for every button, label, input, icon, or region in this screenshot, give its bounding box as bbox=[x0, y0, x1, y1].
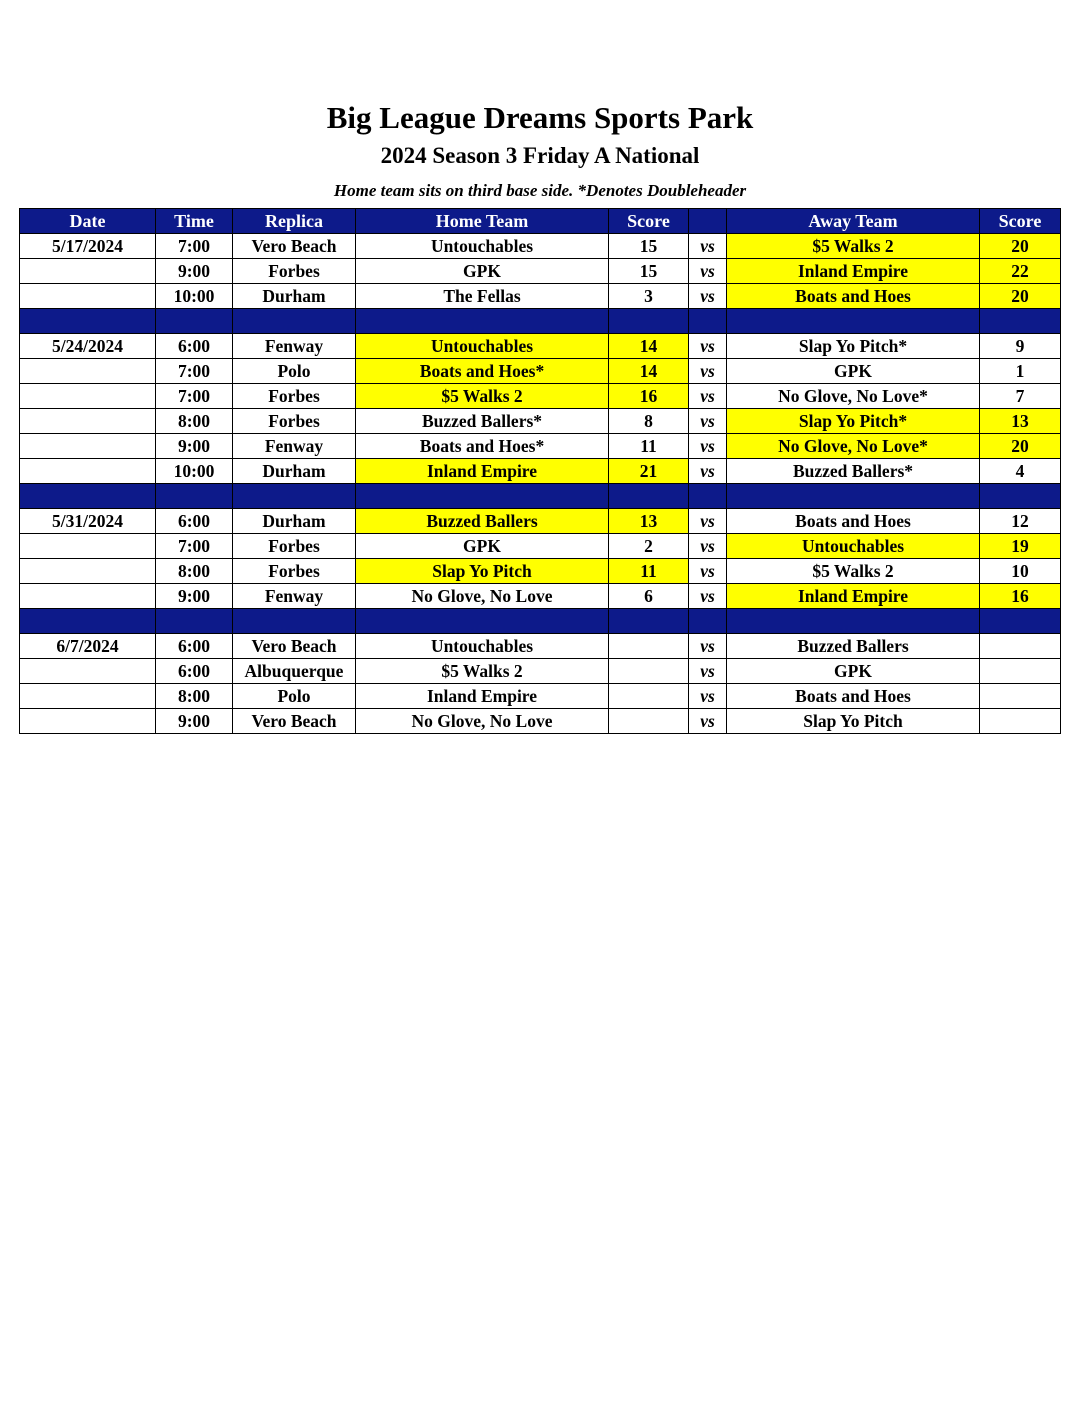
home-score bbox=[609, 659, 689, 684]
game-time: 7:00 bbox=[156, 234, 233, 259]
table-row bbox=[20, 559, 1061, 584]
away-score: 1 bbox=[980, 359, 1061, 384]
separator-cell bbox=[980, 309, 1061, 334]
vs-label: vs bbox=[689, 709, 727, 734]
table-row bbox=[20, 409, 1061, 434]
vs-label: vs bbox=[689, 584, 727, 609]
away-score bbox=[980, 659, 1061, 684]
separator-cell bbox=[156, 309, 233, 334]
game-time: 6:00 bbox=[156, 634, 233, 659]
away-team: $5 Walks 2 bbox=[727, 234, 980, 259]
away-score: 20 bbox=[980, 234, 1061, 259]
game-date bbox=[20, 559, 156, 584]
away-score: 9 bbox=[980, 334, 1061, 359]
game-date bbox=[20, 534, 156, 559]
game-field: Durham bbox=[233, 509, 356, 534]
away-team: Slap Yo Pitch* bbox=[727, 334, 980, 359]
schedule-note: Home team sits on third base side. *Denotes Doubleheader bbox=[333, 181, 747, 200]
home-team: $5 Walks 2 bbox=[356, 384, 609, 409]
game-field: Forbes bbox=[233, 559, 356, 584]
away-team: No Glove, No Love* bbox=[727, 434, 980, 459]
home-team: Boats and Hoes* bbox=[356, 359, 609, 384]
home-score: 21 bbox=[609, 459, 689, 484]
home-team: GPK bbox=[356, 534, 609, 559]
away-team: Slap Yo Pitch bbox=[727, 709, 980, 734]
game-time: 6:00 bbox=[156, 334, 233, 359]
vs-label: vs bbox=[689, 459, 727, 484]
away-team: No Glove, No Love* bbox=[727, 384, 980, 409]
separator-cell bbox=[980, 609, 1061, 634]
date-separator-row bbox=[20, 609, 1061, 634]
home-team: No Glove, No Love bbox=[356, 584, 609, 609]
table-row bbox=[20, 459, 1061, 484]
col-header-date: Date bbox=[20, 209, 156, 234]
game-time: 7:00 bbox=[156, 534, 233, 559]
vs-label: vs bbox=[689, 259, 727, 284]
separator-cell bbox=[356, 309, 609, 334]
separator-cell bbox=[609, 609, 689, 634]
table-row bbox=[20, 659, 1061, 684]
separator-cell bbox=[233, 309, 356, 334]
away-score: 12 bbox=[980, 509, 1061, 534]
game-date bbox=[20, 259, 156, 284]
separator-cell bbox=[156, 484, 233, 509]
game-field: Forbes bbox=[233, 409, 356, 434]
home-team: $5 Walks 2 bbox=[356, 659, 609, 684]
separator-cell bbox=[609, 309, 689, 334]
home-team: GPK bbox=[356, 259, 609, 284]
away-team: Boats and Hoes bbox=[727, 684, 980, 709]
game-time: 9:00 bbox=[156, 709, 233, 734]
home-score: 6 bbox=[609, 584, 689, 609]
game-time: 9:00 bbox=[156, 584, 233, 609]
home-score: 13 bbox=[609, 509, 689, 534]
vs-label: vs bbox=[689, 659, 727, 684]
game-date bbox=[20, 459, 156, 484]
away-team: Buzzed Ballers bbox=[727, 634, 980, 659]
home-score bbox=[609, 634, 689, 659]
game-date bbox=[20, 359, 156, 384]
vs-label: vs bbox=[689, 284, 727, 309]
game-date bbox=[20, 434, 156, 459]
home-score: 3 bbox=[609, 284, 689, 309]
table-row bbox=[20, 234, 1061, 259]
vs-label: vs bbox=[689, 409, 727, 434]
separator-cell bbox=[20, 609, 156, 634]
game-field: Forbes bbox=[233, 384, 356, 409]
vs-label: vs bbox=[689, 234, 727, 259]
away-score: 16 bbox=[980, 584, 1061, 609]
separator-cell bbox=[609, 484, 689, 509]
away-team: Slap Yo Pitch* bbox=[727, 409, 980, 434]
home-team: Buzzed Ballers* bbox=[356, 409, 609, 434]
home-score: 11 bbox=[609, 434, 689, 459]
away-team: Inland Empire bbox=[727, 259, 980, 284]
table-row bbox=[20, 709, 1061, 734]
game-date bbox=[20, 284, 156, 309]
vs-label: vs bbox=[689, 359, 727, 384]
home-team: Untouchables bbox=[356, 334, 609, 359]
home-team: Slap Yo Pitch bbox=[356, 559, 609, 584]
home-team: The Fellas bbox=[356, 284, 609, 309]
game-time: 6:00 bbox=[156, 659, 233, 684]
header-row bbox=[20, 209, 1061, 234]
vs-label: vs bbox=[689, 684, 727, 709]
col-header-vs bbox=[689, 209, 727, 234]
away-score: 10 bbox=[980, 559, 1061, 584]
away-score bbox=[980, 684, 1061, 709]
home-team: Inland Empire bbox=[356, 684, 609, 709]
home-score: 11 bbox=[609, 559, 689, 584]
table-row bbox=[20, 634, 1061, 659]
game-field: Fenway bbox=[233, 334, 356, 359]
away-team: Boats and Hoes bbox=[727, 509, 980, 534]
separator-cell bbox=[689, 484, 727, 509]
col-header-home-score: Score bbox=[609, 209, 689, 234]
away-team: Boats and Hoes bbox=[727, 284, 980, 309]
game-time: 9:00 bbox=[156, 259, 233, 284]
home-score: 16 bbox=[609, 384, 689, 409]
away-score: 7 bbox=[980, 384, 1061, 409]
separator-cell bbox=[233, 484, 356, 509]
game-field: Fenway bbox=[233, 584, 356, 609]
home-team: No Glove, No Love bbox=[356, 709, 609, 734]
separator-cell bbox=[20, 309, 156, 334]
game-field: Vero Beach bbox=[233, 234, 356, 259]
away-team: Inland Empire bbox=[727, 584, 980, 609]
home-score: 15 bbox=[609, 259, 689, 284]
game-date bbox=[20, 384, 156, 409]
home-team: Inland Empire bbox=[356, 459, 609, 484]
away-score: 20 bbox=[980, 284, 1061, 309]
away-team: Buzzed Ballers* bbox=[727, 459, 980, 484]
home-score: 14 bbox=[609, 359, 689, 384]
game-date bbox=[20, 659, 156, 684]
game-field: Forbes bbox=[233, 259, 356, 284]
table-row bbox=[20, 584, 1061, 609]
game-field: Vero Beach bbox=[233, 634, 356, 659]
col-header-away-team: Away Team bbox=[727, 209, 980, 234]
separator-cell bbox=[727, 484, 980, 509]
away-team: GPK bbox=[727, 359, 980, 384]
game-date: 5/17/2024 bbox=[20, 234, 156, 259]
separator-cell bbox=[20, 484, 156, 509]
home-team: Untouchables bbox=[356, 234, 609, 259]
game-time: 7:00 bbox=[156, 384, 233, 409]
vs-label: vs bbox=[689, 509, 727, 534]
game-date: 5/31/2024 bbox=[20, 509, 156, 534]
table-row bbox=[20, 284, 1061, 309]
away-score: 19 bbox=[980, 534, 1061, 559]
separator-cell bbox=[233, 609, 356, 634]
vs-label: vs bbox=[689, 534, 727, 559]
date-separator-row bbox=[20, 484, 1061, 509]
game-date bbox=[20, 584, 156, 609]
away-score bbox=[980, 634, 1061, 659]
game-date bbox=[20, 684, 156, 709]
game-time: 8:00 bbox=[156, 559, 233, 584]
table-row bbox=[20, 684, 1061, 709]
home-score: 14 bbox=[609, 334, 689, 359]
separator-cell bbox=[980, 484, 1061, 509]
table-row bbox=[20, 334, 1061, 359]
vs-label: vs bbox=[689, 384, 727, 409]
vs-label: vs bbox=[689, 559, 727, 584]
game-field: Durham bbox=[233, 459, 356, 484]
col-header-time: Time bbox=[156, 209, 233, 234]
home-team: Boats and Hoes* bbox=[356, 434, 609, 459]
away-score: 4 bbox=[980, 459, 1061, 484]
separator-cell bbox=[356, 609, 609, 634]
table-row bbox=[20, 384, 1061, 409]
game-date bbox=[20, 409, 156, 434]
away-team: $5 Walks 2 bbox=[727, 559, 980, 584]
game-time: 8:00 bbox=[156, 409, 233, 434]
game-field: Vero Beach bbox=[233, 709, 356, 734]
game-field: Albuquerque bbox=[233, 659, 356, 684]
game-field: Polo bbox=[233, 359, 356, 384]
separator-cell bbox=[689, 609, 727, 634]
game-field: Polo bbox=[233, 684, 356, 709]
separator-cell bbox=[156, 609, 233, 634]
vs-label: vs bbox=[689, 434, 727, 459]
game-time: 6:00 bbox=[156, 509, 233, 534]
game-time: 10:00 bbox=[156, 459, 233, 484]
home-team: Untouchables bbox=[356, 634, 609, 659]
away-score: 13 bbox=[980, 409, 1061, 434]
game-date: 6/7/2024 bbox=[20, 634, 156, 659]
table-row bbox=[20, 434, 1061, 459]
schedule-body bbox=[20, 234, 1061, 734]
col-header-replica: Replica bbox=[233, 209, 356, 234]
away-score: 22 bbox=[980, 259, 1061, 284]
home-team: Buzzed Ballers bbox=[356, 509, 609, 534]
table-row bbox=[20, 359, 1061, 384]
home-score bbox=[609, 684, 689, 709]
separator-cell bbox=[356, 484, 609, 509]
vs-label: vs bbox=[689, 634, 727, 659]
col-header-away-score: Score bbox=[980, 209, 1061, 234]
game-time: 7:00 bbox=[156, 359, 233, 384]
game-time: 9:00 bbox=[156, 434, 233, 459]
game-date bbox=[20, 709, 156, 734]
away-score: 20 bbox=[980, 434, 1061, 459]
separator-cell bbox=[689, 309, 727, 334]
home-score: 2 bbox=[609, 534, 689, 559]
separator-cell bbox=[727, 609, 980, 634]
table-row bbox=[20, 534, 1061, 559]
table-row bbox=[20, 259, 1061, 284]
game-field: Forbes bbox=[233, 534, 356, 559]
away-score bbox=[980, 709, 1061, 734]
col-header-home-team: Home Team bbox=[356, 209, 609, 234]
home-score bbox=[609, 709, 689, 734]
game-field: Durham bbox=[233, 284, 356, 309]
schedule-table bbox=[19, 208, 1061, 734]
away-team: Untouchables bbox=[727, 534, 980, 559]
game-time: 8:00 bbox=[156, 684, 233, 709]
vs-label: vs bbox=[689, 334, 727, 359]
page-title: Big League Dreams Sports Park bbox=[326, 100, 754, 135]
game-time: 10:00 bbox=[156, 284, 233, 309]
table-row bbox=[20, 509, 1061, 534]
away-team: GPK bbox=[727, 659, 980, 684]
home-score: 15 bbox=[609, 234, 689, 259]
home-score: 8 bbox=[609, 409, 689, 434]
game-date: 5/24/2024 bbox=[20, 334, 156, 359]
game-field: Fenway bbox=[233, 434, 356, 459]
separator-cell bbox=[727, 309, 980, 334]
page-subtitle: 2024 Season 3 Friday A National bbox=[380, 143, 700, 168]
date-separator-row bbox=[20, 309, 1061, 334]
